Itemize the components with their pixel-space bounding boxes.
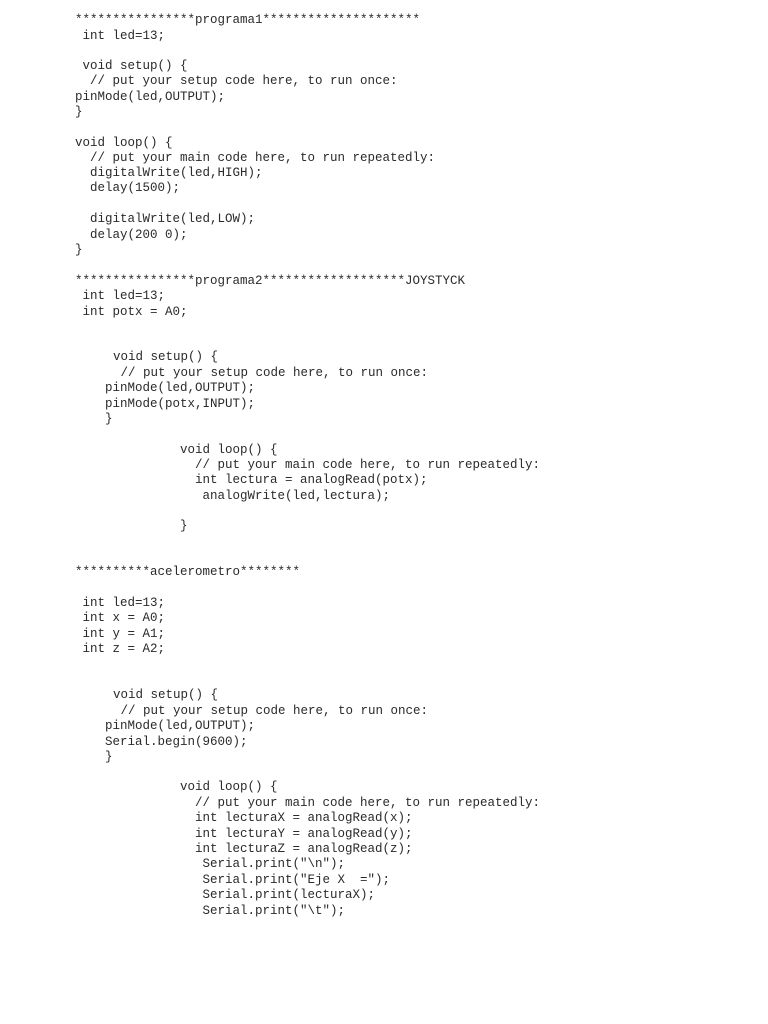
code-line: } bbox=[105, 750, 113, 764]
code-line: int y = A1; bbox=[75, 627, 166, 641]
code-line: int lecturaY = analogRead(y); bbox=[180, 827, 413, 841]
code-line: analogWrite(led,lectura); bbox=[180, 489, 391, 503]
code-line: void setup() { bbox=[75, 59, 188, 73]
code-line: int led=13; bbox=[75, 289, 166, 303]
code-line: delay(1500); bbox=[75, 181, 181, 195]
code-line: int lectura = analogRead(potx); bbox=[180, 473, 428, 487]
code-line: } bbox=[75, 243, 83, 257]
code-comment: // put your setup code here, to run once: bbox=[113, 366, 429, 380]
code-line: int z = A2; bbox=[75, 642, 166, 656]
code-line: int x = A0; bbox=[75, 611, 166, 625]
code-line: void loop() { bbox=[180, 780, 278, 794]
code-line: } bbox=[180, 519, 188, 533]
code-comment: // put your setup code here, to run once: bbox=[113, 704, 429, 718]
code-line: digitalWrite(led,LOW); bbox=[75, 212, 256, 226]
code-line: Serial.print(lecturaX); bbox=[180, 888, 376, 902]
code-line: Serial.print("Eje X ="); bbox=[180, 873, 391, 887]
code-line: void setup() { bbox=[113, 350, 219, 364]
code-line: int led=13; bbox=[75, 596, 166, 610]
code-comment: // put your main code here, to run repeatedly: bbox=[180, 458, 541, 472]
code-line: digitalWrite(led,HIGH); bbox=[75, 166, 263, 180]
code-line: delay(200 0); bbox=[75, 228, 188, 242]
code-line: Serial.begin(9600); bbox=[105, 735, 248, 749]
section-header-programa2: ****************programa2*******************JOYSTYCK bbox=[75, 274, 466, 288]
code-line: void setup() { bbox=[113, 688, 219, 702]
code-line: void loop() { bbox=[180, 443, 278, 457]
code-comment: // put your setup code here, to run once: bbox=[75, 74, 398, 88]
code-line: Serial.print("\n"); bbox=[180, 857, 346, 871]
code-line: int lecturaZ = analogRead(z); bbox=[180, 842, 413, 856]
code-line: } bbox=[105, 412, 113, 426]
code-line: int potx = A0; bbox=[75, 305, 188, 319]
code-line: Serial.print("\t"); bbox=[180, 904, 346, 918]
section-header-programa1: ****************programa1********************* bbox=[75, 13, 421, 27]
code-line: pinMode(potx,INPUT); bbox=[105, 397, 256, 411]
code-line: pinMode(led,OUTPUT); bbox=[75, 90, 226, 104]
code-line: int lecturaX = analogRead(x); bbox=[180, 811, 413, 825]
code-line: void loop() { bbox=[75, 136, 173, 150]
code-line: pinMode(led,OUTPUT); bbox=[105, 719, 256, 733]
code-comment: // put your main code here, to run repeatedly: bbox=[75, 151, 436, 165]
code-line: } bbox=[75, 105, 83, 119]
section-header-acelerometro: **********acelerometro******** bbox=[75, 565, 301, 579]
code-comment: // put your main code here, to run repeatedly: bbox=[180, 796, 541, 810]
code-line: int led=13; bbox=[75, 29, 166, 43]
code-line: pinMode(led,OUTPUT); bbox=[105, 381, 256, 395]
